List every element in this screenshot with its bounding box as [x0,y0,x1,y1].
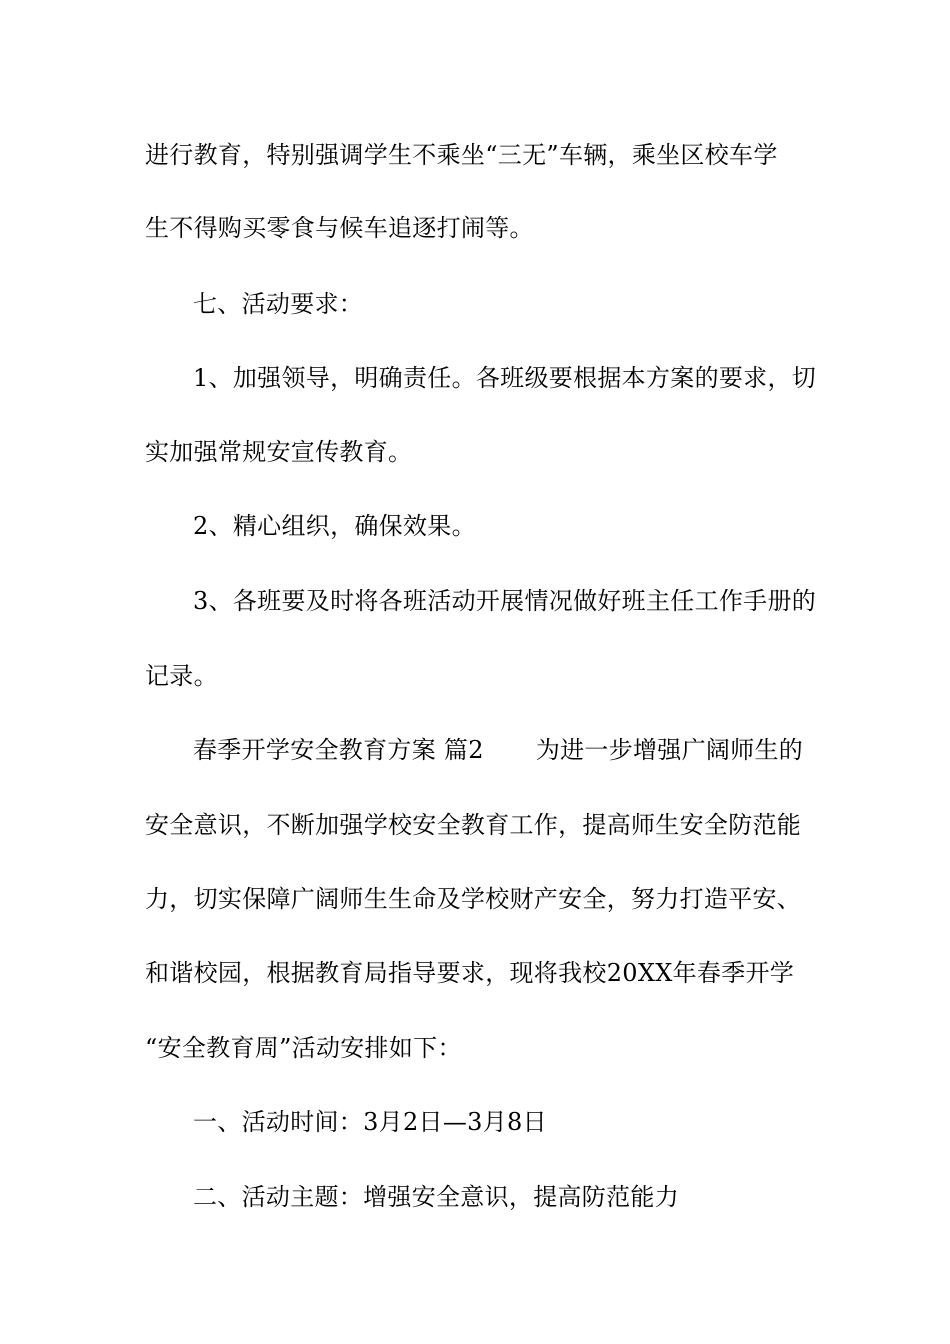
body-line: “安全教育周”活动安排如下： [145,1034,462,1062]
body-line: 和谐校园，根据教育局指导要求，现将我校20XX年春季开学 [145,959,795,987]
section-heading: 一、活动时间：3月2日—3月8日 [193,1108,547,1136]
body-line: 进行教育，特别强调学生不乘坐“三无”车辆，乘坐区校车学 [145,141,778,169]
list-item: 1、加强领导，明确责任。各班级要根据本方案的要求，切 [193,364,817,392]
section-heading: 七、活动要求： [193,290,364,318]
list-item: 3、各班要及时将各班活动开展情况做好班主任工作手册的 [193,587,817,615]
section-heading: 二、活动主题：增强安全意识，提高防范能力 [193,1183,679,1211]
body-line: 生不得购买零食与候车追逐打闹等。 [145,214,534,242]
body-text: 为进一步增强广阔师生的 [535,736,804,764]
title-line [193,734,873,766]
document-title: 春季开学安全教育方案 篇2 [193,736,484,764]
body-line: 记录。 [145,662,218,690]
body-line: 实加强常规安宣传教育。 [145,438,413,466]
list-item: 2、精心组织，确保效果。 [193,512,476,540]
body-line: 安全意识，不断加强学校安全教育工作，提高师生安全防范能 [145,811,802,839]
body-line: 力，切实保障广阔师生生命及学校财产安全，努力打造平安、 [145,885,802,913]
